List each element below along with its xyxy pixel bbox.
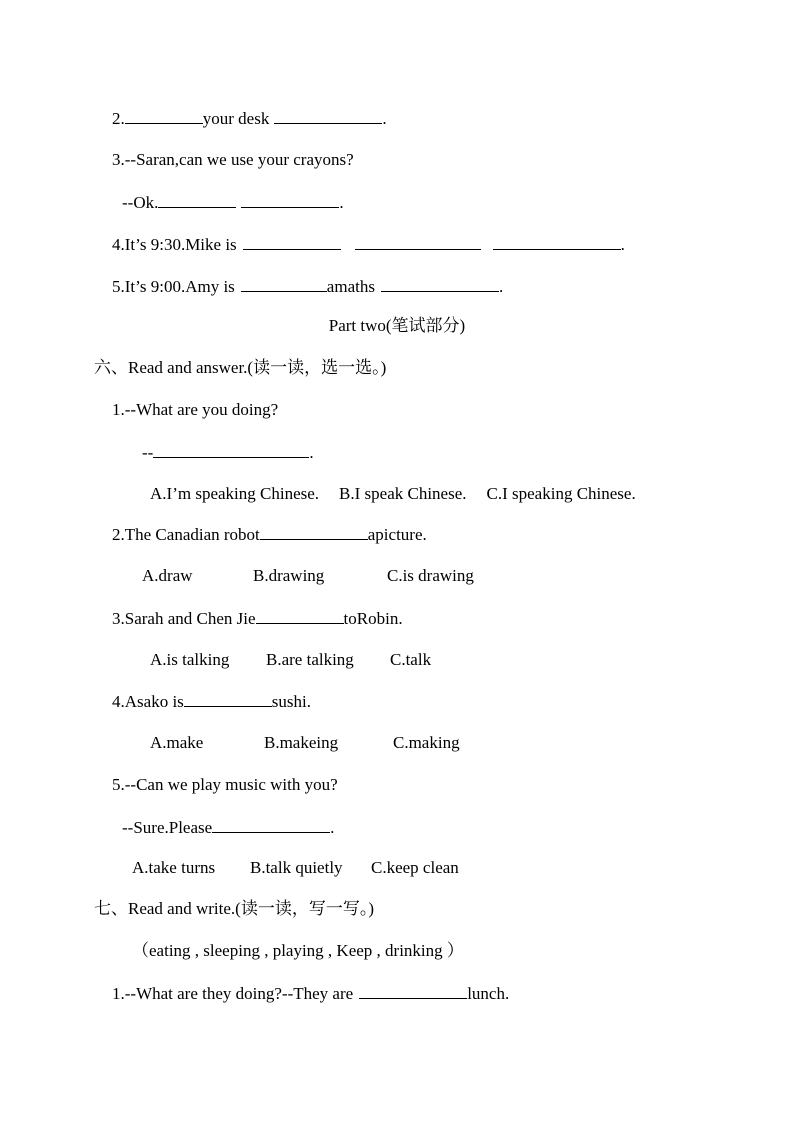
question-6-1-options xyxy=(150,484,636,504)
option-a[interactable]: A.I’m speaking Chinese. xyxy=(150,484,320,503)
option-c[interactable]: C.making xyxy=(393,733,460,752)
item-5-2 xyxy=(112,108,387,129)
question-6-5-response xyxy=(122,817,334,838)
question-text: 4.Asako is xyxy=(112,692,184,711)
answer-blank[interactable] xyxy=(256,608,344,624)
question-6-3-options xyxy=(150,650,431,670)
question-6-3 xyxy=(112,608,403,629)
part-two-title xyxy=(0,316,794,336)
item-text: It’s 9:00.Amy is xyxy=(124,277,235,296)
answer-blank[interactable] xyxy=(359,983,467,999)
option-b[interactable]: B.talk quietly xyxy=(250,858,343,877)
section-7-heading xyxy=(94,899,374,919)
response-text: --Ok. xyxy=(122,193,159,212)
word-bank xyxy=(132,941,464,961)
item-5-4 xyxy=(112,234,625,255)
question-text: 2.The Canadian robot xyxy=(112,525,260,544)
item-number: 4. xyxy=(112,235,125,254)
option-b[interactable]: B.are talking xyxy=(266,650,354,669)
item-5-3-question xyxy=(112,150,354,170)
answer-blank[interactable] xyxy=(493,234,621,250)
answer-blank[interactable] xyxy=(355,234,481,250)
question-6-2 xyxy=(112,524,427,545)
question-text: 5.--Can we play music with you? xyxy=(112,775,338,794)
option-a[interactable]: A.draw xyxy=(142,566,193,585)
answer-blank[interactable] xyxy=(241,192,339,208)
answer-blank[interactable] xyxy=(260,524,368,540)
option-b[interactable]: B.I speak Chinese. xyxy=(339,484,467,503)
question-6-1-response xyxy=(142,442,314,463)
item-text: --Saran,can we use your crayons? xyxy=(124,150,354,169)
question-6-4-options xyxy=(150,733,460,753)
option-b[interactable]: B.drawing xyxy=(253,566,325,585)
word-bank-text: （eating , sleeping , playing , Keep , drinking ） xyxy=(132,941,464,960)
option-a[interactable]: A.is talking xyxy=(150,650,230,669)
option-a[interactable]: A.take turns xyxy=(132,858,216,877)
question-6-1 xyxy=(112,400,278,420)
response-text: --Sure.Please xyxy=(122,818,213,837)
answer-blank[interactable] xyxy=(243,234,341,250)
answer-blank[interactable] xyxy=(241,276,327,292)
option-a[interactable]: A.make xyxy=(150,733,204,752)
item-number: 2. xyxy=(112,109,125,128)
answer-blank[interactable] xyxy=(381,276,499,292)
question-6-2-options xyxy=(142,566,474,586)
question-text: 1.--What are they doing?--They are xyxy=(112,984,354,1003)
section-heading-text: 六、Read and answer.(读一读，选一选。) xyxy=(94,358,387,377)
item-number: 3. xyxy=(112,150,125,169)
question-text: lunch. xyxy=(467,984,510,1003)
item-text: It’s 9:30.Mike is xyxy=(124,235,237,254)
option-c[interactable]: C.I speaking Chinese. xyxy=(486,484,636,503)
option-c[interactable]: C.is drawing xyxy=(387,566,474,585)
answer-blank[interactable] xyxy=(158,192,236,208)
item-text: amaths xyxy=(326,277,375,296)
question-6-4 xyxy=(112,691,311,712)
answer-blank[interactable] xyxy=(184,691,272,707)
question-text: sushi. xyxy=(271,692,311,711)
question-6-5-options xyxy=(132,858,459,878)
option-c[interactable]: C.keep clean xyxy=(371,858,459,877)
answer-blank[interactable] xyxy=(212,817,330,833)
question-6-5 xyxy=(112,775,338,795)
option-c[interactable]: C.talk xyxy=(390,650,432,669)
response-text: -- xyxy=(142,443,154,462)
question-text: apicture. xyxy=(367,525,427,544)
item-5-3-response xyxy=(122,192,344,213)
question-text: toRobin. xyxy=(343,609,403,628)
item-end: . xyxy=(330,818,335,837)
item-text: your desk xyxy=(202,109,270,128)
question-text: 3.Sarah and Chen Jie xyxy=(112,609,256,628)
question-7-1 xyxy=(112,983,509,1004)
item-end: . xyxy=(498,277,504,296)
answer-blank[interactable] xyxy=(125,108,203,124)
question-text: 1.--What are you doing? xyxy=(112,400,279,419)
item-end: . xyxy=(620,235,625,254)
answer-blank[interactable] xyxy=(153,442,309,458)
item-5-5 xyxy=(112,276,503,297)
item-end: . xyxy=(339,193,344,212)
part-two-title-text: Part two(笔试部分) xyxy=(328,316,466,335)
item-end: . xyxy=(382,109,387,128)
section-6-heading xyxy=(94,358,386,378)
section-heading-text: 七、Read and write.(读一读，写一写。) xyxy=(94,899,374,918)
option-b[interactable]: B.makeing xyxy=(264,733,339,752)
item-number: 5. xyxy=(112,277,125,296)
answer-blank[interactable] xyxy=(274,108,382,124)
item-end: . xyxy=(309,443,314,462)
